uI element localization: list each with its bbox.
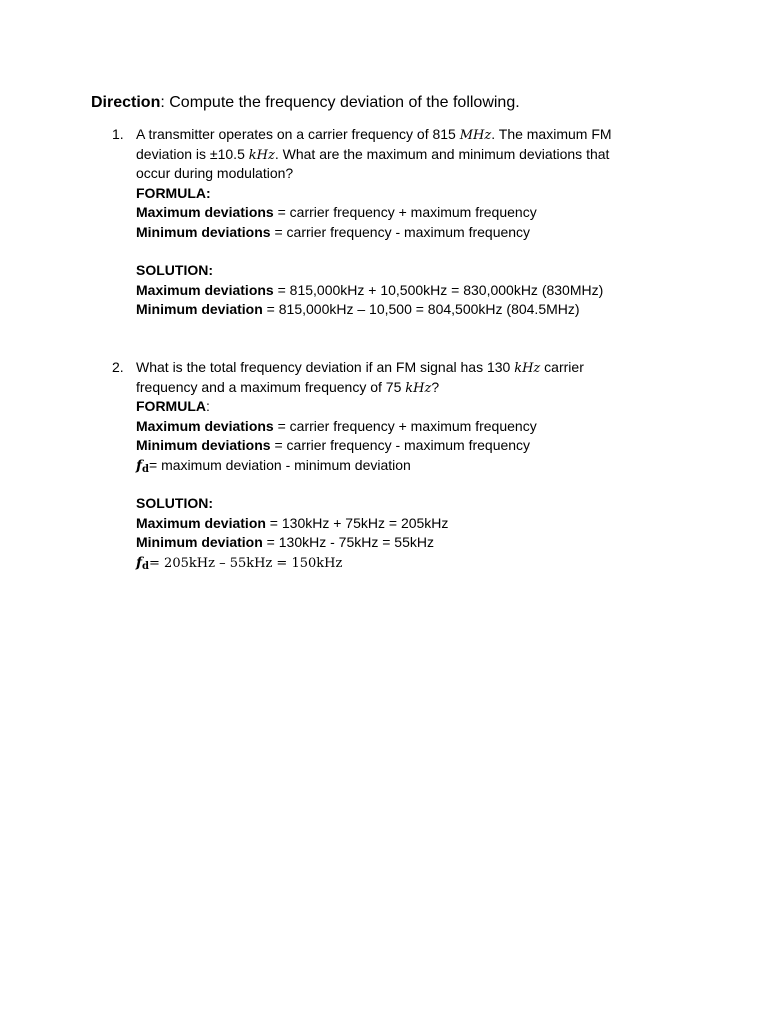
formula-label: Maximum deviations [136, 204, 274, 220]
fd-subscript: d [142, 560, 150, 572]
question-line [136, 358, 672, 378]
question-text: carrier [540, 359, 584, 375]
spacer [136, 475, 672, 494]
spacer [136, 242, 672, 261]
direction-text: : Compute the frequency deviation of the following. [160, 94, 520, 111]
solution-text: = 815,000kHz – 10,500 = 804,500kHz (804.5MHz) [262, 301, 580, 317]
question-text: What is the total frequency deviation if an FM signal has 130 [136, 359, 515, 375]
question-text: frequency and a maximum frequency of 75 [136, 378, 406, 395]
question-line [136, 145, 672, 165]
solution-label: Minimum deviation [136, 301, 263, 317]
fd-symbol-letter: f [136, 457, 143, 474]
question-text: . What are the maximum and minimum deviations that [274, 145, 610, 162]
formula-heading: FORMULA [136, 398, 206, 414]
fd-symbol [136, 458, 149, 474]
item-number: 1. [112, 126, 124, 142]
solution-label: Minimum deviation [136, 534, 263, 550]
solution-label: Maximum deviations [136, 281, 274, 298]
unit-math: kHz [405, 380, 432, 396]
fd-formula-text: = maximum deviation - minimum deviation [149, 456, 411, 473]
formula-text: = carrier frequency - maximum frequency [270, 223, 531, 240]
fd-result-text: = 205kHz – 55kHz = 150kHz [149, 555, 343, 571]
question-line [136, 125, 672, 145]
formula-line [136, 417, 672, 437]
formula-heading: FORMULA: [136, 184, 211, 201]
formula-label: Minimum deviations [136, 223, 271, 240]
fd-symbol-letter: f [136, 554, 143, 571]
formula-text: = carrier frequency + maximum frequency [273, 204, 537, 220]
formula-line [136, 436, 672, 456]
unit-math: kHz [514, 361, 541, 376]
solution-line [136, 533, 672, 553]
formula-label: Maximum deviations [136, 417, 274, 434]
direction-label: Direction [91, 94, 161, 111]
solution-heading: SOLUTION: [136, 262, 213, 278]
fd-formula-line [136, 456, 672, 476]
solution-line [136, 514, 672, 534]
item-body [136, 125, 672, 320]
unit-math: MHz [459, 128, 492, 143]
item-body [136, 358, 672, 572]
solution-line [136, 281, 672, 301]
fd-symbol [136, 555, 149, 571]
solution-text: = 815,000kHz + 10,500kHz = 830,000kHz (830MHz) [273, 281, 604, 298]
formula-heading-colon: : [206, 398, 210, 414]
formula-text: = carrier frequency - maximum frequency [270, 437, 531, 453]
formula-line [136, 223, 672, 243]
formula-text: = carrier frequency + maximum frequency [273, 417, 537, 434]
solution-text: = 130kHz - 75kHz = 55kHz [262, 534, 434, 550]
question-text: ? [431, 378, 440, 395]
question-text: deviation is ±10.5 [136, 145, 249, 162]
question-line [136, 378, 672, 398]
fd-result-line [136, 553, 672, 573]
solution-line [136, 300, 672, 320]
solution-label: Maximum deviation [136, 514, 266, 531]
question-text: A transmitter operates on a carrier frequency of 815 [136, 126, 460, 142]
direction-line [91, 93, 520, 113]
question-text: . The maximum FM [491, 126, 612, 142]
item-number: 2. [112, 359, 124, 375]
question-line: occur during modulation? [136, 165, 294, 181]
fd-subscript: d [142, 463, 150, 475]
formula-line [136, 203, 672, 223]
solution-heading: SOLUTION: [136, 495, 213, 511]
formula-heading-line [136, 397, 672, 417]
formula-label: Minimum deviations [136, 437, 271, 453]
solution-text: = 130kHz + 75kHz = 205kHz [265, 514, 449, 531]
unit-math: kHz [248, 147, 275, 163]
